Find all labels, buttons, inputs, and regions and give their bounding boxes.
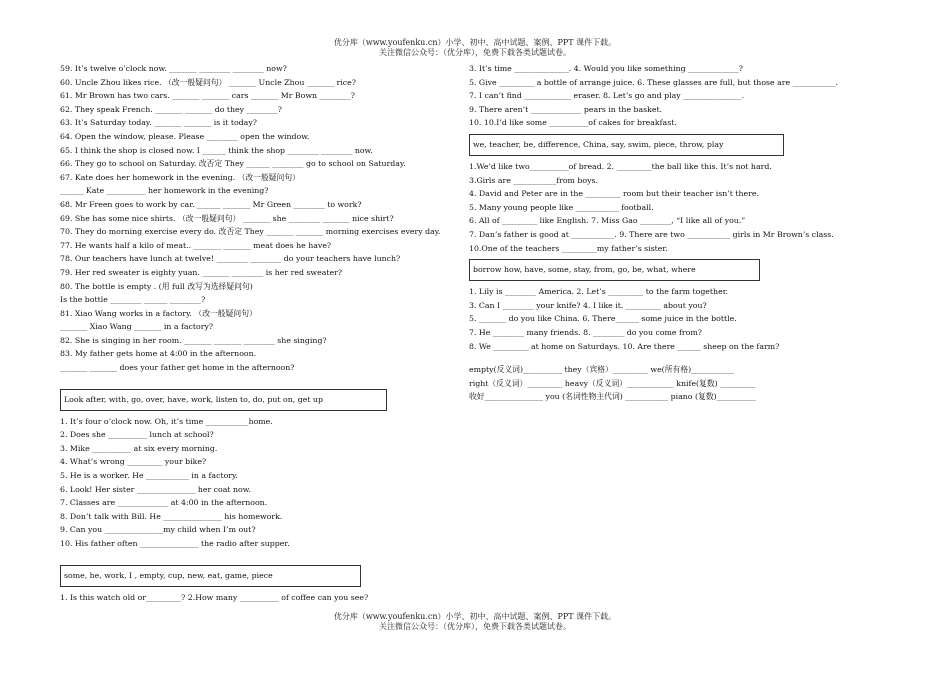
exercise-item: 5. Give _________ a bottle of arrange juice. 6. These glasses are full, but those are ___________. xyxy=(469,77,838,87)
word-bank-box: we, teacher, be, difference, China, say, swim, piece, throw, play xyxy=(469,134,784,156)
exercise-item: 2. Does she __________ lunch at school? xyxy=(60,430,214,440)
question-line: 62. They speak French. _______ _______ do they ________? xyxy=(60,104,282,114)
exercise-item: 10.One of the teachers _________my father’s sister. xyxy=(469,243,668,253)
exercise-item: 3.Girls are ___________from boys. xyxy=(469,175,598,185)
question-line: 66. They go to school on Saturday. 改否定 They ______ ________ go to school on Saturday. xyxy=(60,159,406,169)
fill-blank-section-4 xyxy=(469,285,889,353)
footer-line-2: 关注微信公众号：（优分库），免费下载各类试题试卷。 xyxy=(379,622,571,631)
question-line: Is the bottle ________ ______ ________? xyxy=(60,295,206,305)
footer-line-1: 优分库（www.youfenku.cn）小学、初中、高中试题、案例、PPT 课件下载。 xyxy=(333,612,617,621)
sentence-transform-section xyxy=(60,62,445,375)
word-forms-section xyxy=(469,363,889,404)
question-line: 64. Open the window, please. Please ________ open the window. xyxy=(60,131,310,141)
word-form-line: empty(反义词)__________ they（宾格）_________ we(所有格)___________ xyxy=(469,365,735,375)
exercise-item: 3. It’s time ______________. 4. Would you like something _____________? xyxy=(469,64,743,73)
question-line: 61. Mr Brown has two cars. _______ _______ cars _______ Mr Bown ________? xyxy=(60,91,355,101)
exercise-item: 10. 10.I’d like some __________of cakes for breakfast. xyxy=(469,118,677,128)
exercise-item: 6. Look! Her sister _______________ her coat now. xyxy=(60,484,251,494)
question-line: 65. I think the shop is closed now. I ______ think the shop ________ ________ now. xyxy=(60,145,373,155)
word-form-line: right（反义词）_________ heavy（反义词）____________ knife(复数) _________ xyxy=(469,378,756,388)
question-line: 79. Her red sweater is eighty yuan. _______ ________ is her red sweater? xyxy=(60,267,343,277)
word-bank-box: some, he, work, I , empty, cup, new, eat, game, piece xyxy=(60,565,361,587)
exercise-item: 3. Can I ________ your knife? 4. I like it. _________ about you? xyxy=(469,300,707,310)
question-line: 67. Kate does her homework in the evening. （改一般疑问句） xyxy=(60,172,300,182)
page-header xyxy=(0,38,950,58)
fill-blank-section-2 xyxy=(469,62,889,130)
left-column xyxy=(60,62,445,604)
exercise-item: 7. He ________ many friends. 8. ________ do you come from? xyxy=(469,327,702,337)
exercise-item: 7. Dan’s father is good at ___________. 9. There are two ___________ girls in Mr Brown’s class. xyxy=(469,229,834,239)
question-line: ______ Kate __________ her homework in the evening? xyxy=(60,186,269,196)
exercise-item: 4. What’s wrong _________ your bike? xyxy=(60,457,207,467)
fill-blank-section-1 xyxy=(60,415,445,551)
question-line: 69. She has some nice shirts. （改一般疑问句） _______ she ________ _______ nice shirt? xyxy=(60,213,394,223)
word-bank-box: borrow how, have, some, stay, from, go, be, what, where xyxy=(469,259,760,281)
exercise-item: 8. We _________ at home on Saturdays. 10. Are there ______ sheep on the farm? xyxy=(469,341,780,351)
question-line: 83. My father gets home at 4:00 in the afternoon. xyxy=(60,349,257,359)
right-column xyxy=(469,62,889,404)
exercise-item: 4. David and Peter are in the _________ room but their teacher isn’t there. xyxy=(469,189,759,199)
question-line: 77. He wants half a kilo of meat.. _______ _______ meat does he have? xyxy=(60,240,332,250)
question-line: 80. The bottle is empty . (用 full 改写为选择疑问句) xyxy=(60,281,253,291)
exercise-item: 1. Lily is ________ America. 2. Let’s _________ to the farm together. xyxy=(469,287,729,297)
question-line: 82. She is singing in her room. _______ _______ ________ she singing? xyxy=(60,335,327,345)
exercise-item: 9. There aren’t _____________ pears in the basket. xyxy=(469,104,663,114)
exercise-item: 5. _______ do you like China. 6. There______ some juice in the bottle. xyxy=(469,314,737,324)
fill-blank-section-3 xyxy=(469,160,889,255)
question-line: 81. Xiao Wang works in a factory. （改一般疑问句） xyxy=(60,308,257,318)
question-line: 60. Uncle Zhou likes rice. （改一般疑问句） _______ Uncle Zhou _______ rice? xyxy=(60,77,356,87)
header-line-2: 关注微信公众号：（优分库），免费下载各类试题试卷。 xyxy=(379,48,571,57)
exercise-item: 9. Can you _______________my child when I’m out? xyxy=(60,525,256,535)
question-line: _______ Xiao Wang _______ in a factory? xyxy=(60,322,214,332)
question-line: _______ _______ does your father get home in the afternoon? xyxy=(60,363,295,373)
question-line: 68. Mr Freen goes to work by car. ______ _______ Mr Green ________ to work? xyxy=(60,199,362,209)
question-line: 70. They do morning exercise every do. 改否定 They _______ _______ morning exercises every day. xyxy=(60,227,441,237)
exercise-item: 6. All of _________ like English. 7. Miss Gao ________, “I like all of you.” xyxy=(469,216,746,226)
exercise-item: 8. Don’t talk with Bill. He _______________ his homework. xyxy=(60,511,283,521)
exercise-item: 10. His father often _______________ the radio after supper. xyxy=(60,539,290,548)
header-line-1: 优分库（www.youfenku.cn）小学、初中、高中试题、案例、PPT 课件下载。 xyxy=(333,38,617,47)
question-line: 59. It’s twelve o’clock now. _______ ________ ________ now? xyxy=(60,64,287,73)
question-line: 78. Our teachers have lunch at twelve! ________ ________ do your teachers have lunch? xyxy=(60,254,401,264)
question-line: 63. It’s Saturday today. _______ _______ is it today? xyxy=(60,118,257,128)
exercise-item: 1. It’s four o’clock now. Oh, it’s time ___________home. xyxy=(60,416,273,426)
exercise-item: 5. He is a worker. He ___________ in a factory. xyxy=(60,471,238,481)
exercise-item: 5. Many young people like ___________ football. xyxy=(469,202,654,212)
exercise-item: 7. Classes are _____________ at 4:00 in the afternoon. xyxy=(60,498,268,508)
word-bank-box: Look after, with, go, over, have, work, listen to, do, put on, get up xyxy=(60,389,387,411)
exercise-item: 1. Is this watch old or_________? 2.How many __________ of coffee can you see? xyxy=(60,592,369,602)
exercise-item: 1.We’d like two__________of bread. 2. _________the ball like this. It’s not hard. xyxy=(469,161,772,171)
page-footer xyxy=(0,612,950,632)
exercise-item: 3. Mike __________ at six every morning. xyxy=(60,443,218,453)
word-form-line: 收好_______________ you (名词性物主代词) ___________ piano (复数)__________ xyxy=(469,392,756,402)
exercise-item: 7. I can’t find ____________ eraser. 8. Let’s go and play _______________. xyxy=(469,91,745,101)
